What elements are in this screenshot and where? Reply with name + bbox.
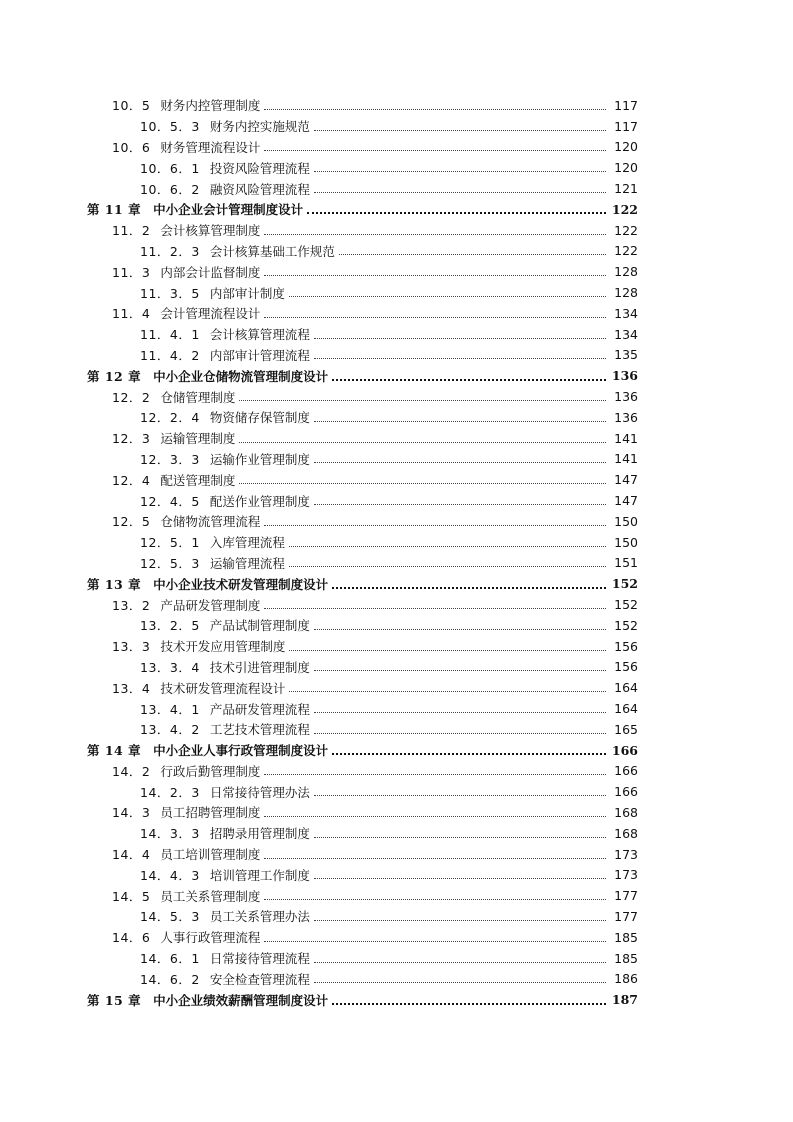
- toc-entry-section[interactable]: [0, 885, 793, 906]
- dot-leader: [314, 358, 606, 359]
- toc-entry-title: 日常接待管理办法: [209, 784, 310, 800]
- toc-entry-section[interactable]: [0, 386, 793, 407]
- toc-entry-number: 14．4．3: [140, 867, 200, 883]
- toc-entry-title: 配送作业管理制度: [209, 493, 310, 509]
- toc-entry-title: 技术研发管理流程设计: [160, 680, 286, 696]
- toc-entry-title: 物资储存保管制度: [209, 410, 310, 426]
- toc-entry-page-number: 168: [614, 804, 638, 820]
- toc-entry-title: 员工关系管理制度: [160, 888, 261, 904]
- dot-leader: [239, 483, 606, 484]
- toc-entry-sub[interactable]: [0, 116, 793, 137]
- toc-entry-sub[interactable]: [0, 324, 793, 345]
- toc-entry-page-number: 164: [614, 701, 638, 716]
- toc-entry-page-number: 177: [614, 908, 638, 924]
- toc-entry-number: 14．6．1: [140, 951, 200, 967]
- dot-leader: [332, 753, 606, 755]
- toc-entry-sub[interactable]: [0, 657, 793, 678]
- toc-entry-title: 会计核算基础工作规范: [209, 243, 335, 259]
- toc-entry-section[interactable]: [0, 844, 793, 865]
- toc-entry-section[interactable]: [0, 677, 793, 698]
- toc-entry-page-number: 128: [614, 285, 638, 301]
- toc-entry-sub[interactable]: [0, 719, 793, 740]
- dot-leader: [264, 109, 606, 110]
- toc-entry-number: 13．4．2: [140, 722, 200, 738]
- toc-entry-number: 第 11 章: [87, 202, 142, 218]
- toc-entry-title: 中小企业仓储物流管理制度设计: [153, 368, 329, 384]
- dot-leader: [314, 837, 606, 838]
- toc-entry-title: 技术开发应用管理制度: [160, 639, 286, 655]
- toc-entry-number: 10．5: [112, 98, 151, 114]
- dot-leader: [289, 566, 606, 567]
- toc-entry-section[interactable]: [0, 469, 793, 490]
- dot-leader: [314, 712, 606, 713]
- dot-leader: [264, 234, 606, 235]
- toc-entry-page-number: 122: [614, 243, 638, 259]
- dot-leader: [314, 878, 606, 879]
- toc-entry-title: 会计核算管理制度: [160, 223, 261, 239]
- toc-entry-number: 13．2: [112, 597, 151, 613]
- toc-entry-page-number: 121: [614, 181, 638, 197]
- toc-entry-number: 14．3．3: [140, 826, 200, 842]
- toc-entry-number: 14．2．3: [140, 784, 200, 800]
- dot-leader: [314, 504, 606, 505]
- toc-entry-sub[interactable]: [0, 698, 793, 719]
- toc-entry-page-number: 141: [614, 430, 638, 446]
- toc-entry-number: 11．4．1: [140, 327, 200, 343]
- toc-entry-number: 12．5．3: [140, 555, 200, 571]
- toc-entry-section[interactable]: [0, 220, 793, 241]
- toc-entry-title: 内部审计管理流程: [209, 347, 310, 363]
- toc-entry-page-number: 173: [614, 867, 638, 883]
- toc-entry-page-number: 147: [614, 493, 638, 509]
- toc-entry-page-number: 122: [614, 222, 638, 238]
- dot-leader: [314, 338, 606, 339]
- toc-entry-number: 11．3: [112, 264, 151, 280]
- toc-entry-section[interactable]: [0, 636, 793, 657]
- toc-entry-sub[interactable]: [0, 864, 793, 885]
- toc-entry-title: 技术引进管理制度: [209, 659, 310, 675]
- dot-leader: [314, 130, 606, 131]
- toc-entry-sub[interactable]: [0, 532, 793, 553]
- toc-entry-section[interactable]: [0, 761, 793, 782]
- toc-entry-section[interactable]: [0, 261, 793, 282]
- toc-entry-number: 第 13 章: [87, 576, 142, 592]
- toc-entry-section[interactable]: [0, 428, 793, 449]
- toc-entry-title: 员工招聘管理制度: [160, 805, 261, 821]
- toc-entry-section[interactable]: [0, 927, 793, 948]
- toc-entry-page-number: 120: [614, 160, 638, 176]
- toc-entry-title: 安全检查管理流程: [209, 971, 310, 987]
- toc-entry-page-number: 147: [614, 472, 638, 488]
- dot-leader: [332, 379, 606, 381]
- dot-leader: [239, 442, 606, 443]
- toc-entry-page-number: 165: [614, 721, 638, 737]
- dot-leader: [314, 733, 606, 734]
- toc-entry-title: 员工培训管理制度: [160, 847, 261, 863]
- dot-leader: [264, 275, 606, 276]
- toc-entry-title: 财务内控管理制度: [160, 98, 261, 114]
- toc-entry-page-number: 151: [614, 555, 638, 571]
- toc-entry-page-number: 185: [614, 929, 638, 945]
- dot-leader: [264, 858, 606, 859]
- toc-entry-number: 13．4: [112, 680, 151, 696]
- toc-entry-title: 行政后勤管理制度: [160, 763, 261, 779]
- table-of-contents: [0, 95, 793, 1010]
- toc-entry-title: 中小企业会计管理制度设计: [153, 202, 304, 218]
- toc-entry-number: 11．3．5: [140, 285, 200, 301]
- toc-entry-sub[interactable]: [0, 282, 793, 303]
- toc-entry-section[interactable]: [0, 511, 793, 532]
- toc-entry-number: 13．3: [112, 639, 151, 655]
- toc-entry-page-number: 134: [614, 326, 638, 342]
- toc-entry-page-number: 166: [611, 742, 638, 758]
- toc-entry-number: 12．5: [112, 514, 151, 530]
- toc-entry-title: 入库管理流程: [209, 535, 285, 551]
- toc-entry-sub[interactable]: [0, 407, 793, 428]
- toc-entry-number: 第 15 章: [87, 992, 142, 1008]
- toc-entry-sub[interactable]: [0, 968, 793, 989]
- toc-entry-number: 13．4．1: [140, 701, 200, 717]
- toc-entry-page-number: 152: [614, 597, 638, 613]
- toc-entry-page-number: 120: [614, 139, 638, 155]
- toc-entry-title: 运输作业管理制度: [209, 451, 310, 467]
- toc-entry-title: 工艺技术管理流程: [209, 722, 310, 738]
- dot-leader: [339, 254, 606, 255]
- toc-entry-page-number: 136: [614, 389, 638, 405]
- toc-entry-page-number: 117: [614, 97, 638, 113]
- toc-entry-title: 中小企业技术研发管理制度设计: [153, 576, 329, 592]
- dot-leader: [239, 400, 606, 401]
- toc-entry-number: 14．3: [112, 805, 151, 821]
- toc-entry-page-number: 135: [614, 347, 638, 363]
- toc-entry-number: 10．6．1: [140, 160, 200, 176]
- toc-entry-page-number: 150: [614, 534, 638, 550]
- toc-entry-number: 12．4．5: [140, 493, 200, 509]
- toc-entry-number: 12．3: [112, 431, 151, 447]
- toc-entry-title: 中小企业绩效薪酬管理制度设计: [153, 992, 329, 1008]
- toc-entry-page-number: 128: [614, 264, 638, 280]
- toc-entry-sub[interactable]: [0, 781, 793, 802]
- dot-leader: [264, 899, 606, 900]
- dot-leader: [314, 462, 606, 463]
- toc-entry-chapter[interactable]: [0, 365, 793, 386]
- toc-entry-title: 员工关系管理办法: [209, 909, 310, 925]
- dot-leader: [314, 795, 606, 796]
- toc-entry-chapter[interactable]: [0, 199, 793, 220]
- toc-entry-page-number: 152: [614, 617, 638, 633]
- dot-leader: [314, 670, 606, 671]
- toc-entry-sub[interactable]: [0, 449, 793, 470]
- toc-entry-sub[interactable]: [0, 615, 793, 636]
- toc-entry-number: 12．5．1: [140, 535, 200, 551]
- dot-leader: [289, 650, 606, 651]
- toc-entry-number: 第 14 章: [87, 743, 142, 759]
- toc-entry-number: 12．2．4: [140, 410, 200, 426]
- toc-entry-number: 14．6．2: [140, 971, 200, 987]
- toc-entry-title: 中小企业人事行政管理制度设计: [153, 743, 329, 759]
- toc-entry-title: 产品试制管理制度: [209, 618, 310, 634]
- toc-entry-title: 产品研发管理制度: [160, 597, 261, 613]
- toc-entry-page-number: 186: [614, 971, 638, 987]
- toc-entry-number: 11．2．3: [140, 243, 200, 259]
- dot-leader: [264, 816, 606, 817]
- dot-leader: [314, 171, 606, 172]
- toc-entry-number: 14．5．3: [140, 909, 200, 925]
- toc-entry-number: 12．3．3: [140, 451, 200, 467]
- toc-entry-sub[interactable]: [0, 948, 793, 969]
- toc-entry-chapter[interactable]: [0, 989, 793, 1010]
- toc-entry-page-number: 177: [614, 888, 638, 904]
- toc-entry-number: 13．2．5: [140, 618, 200, 634]
- toc-entry-title: 投资风险管理流程: [209, 160, 310, 176]
- toc-entry-number: 第 12 章: [87, 368, 142, 384]
- dot-leader: [314, 982, 606, 983]
- toc-entry-sub[interactable]: [0, 345, 793, 366]
- toc-entry-title: 会计管理流程设计: [160, 306, 261, 322]
- toc-entry-number: 11．4．2: [140, 347, 200, 363]
- toc-entry-title: 运输管理制度: [160, 431, 236, 447]
- toc-entry-page-number: 134: [614, 305, 638, 321]
- toc-entry-title: 人事行政管理流程: [160, 930, 261, 946]
- toc-entry-title: 财务内控实施规范: [209, 119, 310, 135]
- dot-leader: [264, 317, 606, 318]
- toc-entry-sub[interactable]: [0, 553, 793, 574]
- dot-leader: [332, 587, 606, 589]
- dot-leader: [314, 421, 606, 422]
- toc-entry-page-number: 141: [614, 451, 638, 467]
- toc-entry-section[interactable]: [0, 594, 793, 615]
- toc-entry-title: 会计核算管理流程: [209, 327, 310, 343]
- toc-entry-sub[interactable]: [0, 906, 793, 927]
- toc-entry-title: 日常接待管理流程: [209, 951, 310, 967]
- toc-entry-page-number: 152: [611, 576, 638, 592]
- toc-entry-number: 14．2: [112, 763, 151, 779]
- toc-entry-sub[interactable]: [0, 241, 793, 262]
- toc-entry-number: 14．6: [112, 930, 151, 946]
- toc-entry-section[interactable]: [0, 137, 793, 158]
- toc-entry-page-number: 136: [614, 409, 638, 425]
- dot-leader: [289, 546, 606, 547]
- toc-entry-page-number: 187: [611, 992, 638, 1008]
- dot-leader: [314, 192, 606, 193]
- toc-entry-sub[interactable]: [0, 178, 793, 199]
- toc-entry-page-number: 136: [611, 368, 638, 384]
- toc-entry-title: 内部会计监督制度: [160, 264, 261, 280]
- dot-leader: [289, 296, 606, 297]
- toc-entry-chapter[interactable]: [0, 740, 793, 761]
- toc-entry-page-number: 156: [614, 659, 638, 675]
- toc-entry-number: 11．2: [112, 223, 151, 239]
- toc-entry-number: 13．3．4: [140, 659, 200, 675]
- toc-entry-section[interactable]: [0, 303, 793, 324]
- toc-entry-title: 配送管理制度: [160, 472, 236, 488]
- toc-entry-title: 运输管理流程: [209, 555, 285, 571]
- toc-entry-number: 11．4: [112, 306, 151, 322]
- toc-entry-sub[interactable]: [0, 157, 793, 178]
- toc-entry-number: 10．6: [112, 139, 151, 155]
- toc-entry-number: 12．4: [112, 472, 151, 488]
- toc-entry-sub[interactable]: [0, 490, 793, 511]
- toc-entry-title: 培训管理工作制度: [209, 867, 310, 883]
- toc-entry-chapter[interactable]: [0, 573, 793, 594]
- toc-entry-sub[interactable]: [0, 823, 793, 844]
- toc-entry-title: 仓储管理制度: [160, 389, 236, 405]
- dot-leader: [264, 150, 606, 151]
- toc-entry-title: 产品研发管理流程: [209, 701, 310, 717]
- toc-entry-page-number: 156: [614, 638, 638, 654]
- dot-leader: [314, 920, 606, 921]
- dot-leader: [307, 212, 606, 214]
- toc-entry-title: 财务管理流程设计: [160, 139, 261, 155]
- toc-entry-page-number: 166: [614, 763, 638, 779]
- toc-entry-page-number: 173: [614, 846, 638, 862]
- toc-entry-number: 14．4: [112, 847, 151, 863]
- toc-entry-section[interactable]: [0, 95, 793, 116]
- toc-entry-section[interactable]: [0, 802, 793, 823]
- dot-leader: [314, 962, 606, 963]
- toc-entry-page-number: 185: [614, 950, 638, 966]
- toc-entry-number: 10．6．2: [140, 181, 200, 197]
- dot-leader: [264, 774, 606, 775]
- toc-entry-page-number: 150: [614, 513, 638, 529]
- toc-entry-page-number: 117: [614, 118, 638, 134]
- dot-leader: [264, 525, 606, 526]
- toc-entry-number: 14．5: [112, 888, 151, 904]
- toc-entry-title: 招聘录用管理制度: [209, 826, 310, 842]
- toc-entry-page-number: 122: [611, 201, 638, 217]
- toc-entry-title: 内部审计制度: [209, 285, 285, 301]
- toc-entry-title: 融资风险管理流程: [209, 181, 310, 197]
- toc-entry-page-number: 166: [614, 784, 638, 800]
- toc-entry-page-number: 168: [614, 825, 638, 841]
- dot-leader: [314, 629, 606, 630]
- toc-entry-number: 12．2: [112, 389, 151, 405]
- toc-entry-title: 仓储物流管理流程: [160, 514, 261, 530]
- toc-entry-page-number: 164: [614, 680, 638, 696]
- dot-leader: [289, 691, 606, 692]
- dot-leader: [332, 1003, 606, 1005]
- toc-entry-number: 10．5．3: [140, 119, 200, 135]
- dot-leader: [264, 608, 606, 609]
- dot-leader: [264, 941, 606, 942]
